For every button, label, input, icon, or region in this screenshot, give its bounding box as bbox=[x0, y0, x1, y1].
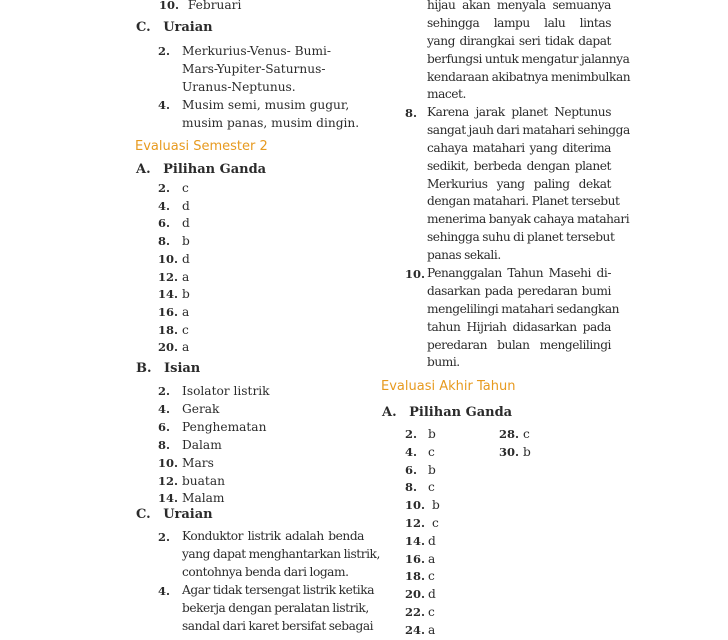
section-letter: C. bbox=[136, 20, 151, 35]
answer-number: 20. bbox=[405, 587, 426, 602]
answer-number: 28. bbox=[499, 427, 520, 441]
answer-row bbox=[405, 444, 440, 462]
answer-value: b bbox=[432, 498, 440, 513]
answer-row bbox=[158, 401, 270, 419]
answer-value: Isolator listrik bbox=[182, 384, 270, 398]
item-line: Penanggalan Tahun Masehi di- bbox=[427, 266, 611, 280]
item-line: bekerja dengan peralatan listrik, bbox=[182, 600, 369, 615]
item-line: sedikit, berbeda dengan planet bbox=[427, 158, 611, 173]
answer-value: Malam bbox=[182, 491, 225, 506]
answer-number: 12. bbox=[158, 473, 179, 488]
item-line: sangat jauh dari matahari sehingga bbox=[427, 122, 630, 137]
answer-number: 8. bbox=[405, 480, 418, 495]
answer-value: c bbox=[428, 604, 435, 619]
answer-row bbox=[158, 215, 190, 233]
answer-value: Penghematan bbox=[182, 419, 267, 434]
answer-list bbox=[158, 180, 190, 357]
answer-value: b bbox=[428, 427, 436, 441]
answer-value: a bbox=[428, 551, 436, 566]
section-letter: A. bbox=[382, 405, 397, 420]
answer-value: c bbox=[428, 569, 435, 584]
continued-paragraph bbox=[427, 0, 631, 104]
answer-number: 18. bbox=[158, 322, 179, 337]
answer-number: 22. bbox=[405, 604, 426, 619]
answer-value: c bbox=[523, 427, 530, 441]
answer-row bbox=[405, 586, 440, 604]
item-line: yang dapat menghantarkan listrik, bbox=[182, 546, 380, 561]
section-heading bbox=[136, 507, 213, 522]
answer-value: Dalam bbox=[182, 437, 222, 452]
answer-value: d bbox=[428, 533, 436, 548]
answer-value: c bbox=[432, 515, 439, 530]
section-letter: B. bbox=[136, 361, 152, 376]
section-letter: C. bbox=[136, 507, 151, 522]
paragraph-line: kendaraan akibatnya menimbulkan bbox=[427, 69, 631, 84]
item-line: Konduktor listrik adalah benda bbox=[182, 529, 364, 543]
answer-number: 10. bbox=[158, 251, 179, 266]
answer-row bbox=[158, 490, 270, 508]
item-line: menerima banyak cahaya matahari bbox=[427, 212, 630, 227]
answer-number: 30. bbox=[499, 444, 520, 459]
answer-row bbox=[405, 622, 440, 640]
answer-number: 18. bbox=[405, 569, 426, 584]
answer-value: a bbox=[182, 304, 190, 319]
answer-value: a bbox=[182, 340, 190, 355]
answer-value: b bbox=[523, 444, 531, 459]
answer-value: d bbox=[428, 587, 436, 602]
answer-row bbox=[405, 533, 440, 551]
evaluation-heading: Evaluasi Akhir Tahun bbox=[381, 379, 516, 394]
item-line: Karena jarak planet Neptunus bbox=[427, 105, 611, 119]
answer-number: 2. bbox=[158, 384, 171, 398]
answer-row bbox=[158, 339, 190, 357]
item-line: Uranus-Neptunus. bbox=[182, 80, 296, 94]
answer-list bbox=[499, 426, 531, 462]
section-title: Uraian bbox=[163, 20, 213, 35]
answer-number: 12. bbox=[405, 515, 426, 530]
evaluation-heading: Evaluasi Semester 2 bbox=[135, 139, 268, 154]
answer-number: 24. bbox=[405, 622, 426, 637]
item-line: musim panas, musim dingin. bbox=[182, 116, 360, 130]
answer-row bbox=[158, 251, 190, 269]
section-heading bbox=[382, 405, 512, 420]
answer-row bbox=[158, 473, 270, 491]
answer-row bbox=[158, 198, 190, 216]
answer-number: 4. bbox=[405, 444, 418, 459]
item-line: dasarkan pada peredaran bumi bbox=[427, 283, 611, 298]
answer-row bbox=[158, 269, 190, 287]
item-line: dengan matahari. Planet tersebut bbox=[427, 194, 620, 209]
answer-row bbox=[158, 180, 190, 198]
answer-number: 16. bbox=[405, 551, 426, 566]
item-line: mengelilingi matahari sedangkan bbox=[427, 301, 620, 316]
item-line: tahun Hijriah didasarkan pada bbox=[427, 319, 611, 334]
paragraph-line: hijau akan menyala semuanya bbox=[427, 0, 611, 12]
answer-row bbox=[405, 604, 440, 622]
answer-row bbox=[158, 322, 190, 340]
answer-number: 14. bbox=[405, 533, 426, 548]
answer-row bbox=[405, 462, 440, 480]
answer-value: b bbox=[428, 462, 436, 477]
answer-row bbox=[405, 568, 440, 586]
answer-number: 4. bbox=[158, 401, 171, 416]
answer-value: c bbox=[182, 322, 189, 337]
answer-value: b bbox=[182, 234, 190, 249]
answer-value: c bbox=[428, 444, 435, 459]
item-line: sandal dari karet bersifat sebagai bbox=[182, 618, 374, 633]
item-line: bumi. bbox=[427, 355, 460, 370]
answer-row bbox=[158, 286, 190, 304]
item-line: panas sekali. bbox=[427, 248, 501, 263]
item-paragraph bbox=[182, 528, 380, 582]
section-heading bbox=[136, 162, 266, 177]
answer-value: c bbox=[182, 181, 189, 195]
section-title: Uraian bbox=[163, 507, 213, 522]
paragraph-line: yang dirangkai seri tidak dapat bbox=[427, 33, 611, 48]
item-number: 10. bbox=[159, 0, 180, 12]
item-line: Merkurius yang paling dekat bbox=[427, 176, 611, 191]
answer-row bbox=[405, 497, 440, 515]
answer-row bbox=[158, 455, 270, 473]
answer-number: 10. bbox=[158, 455, 179, 470]
answer-value: c bbox=[428, 480, 435, 495]
answer-value: a bbox=[182, 269, 190, 284]
answer-value: a bbox=[428, 622, 436, 637]
paragraph-line: berfungsi untuk mengatur jalannya bbox=[427, 51, 630, 66]
item-line: Mars-Yupiter-Saturnus- bbox=[182, 62, 326, 76]
answer-number: 20. bbox=[158, 340, 179, 355]
section-title: Pilihan Ganda bbox=[163, 162, 267, 177]
answer-number: 8. bbox=[158, 234, 171, 249]
paragraph-line: sehingga lampu lalu lintas bbox=[427, 15, 611, 30]
answer-value: Gerak bbox=[182, 401, 220, 416]
answer-number: 16. bbox=[158, 304, 179, 319]
item-number: 8. bbox=[405, 106, 418, 120]
answer-row bbox=[158, 437, 270, 455]
answer-number: 6. bbox=[158, 419, 171, 434]
item-line: Agar tidak tersengat listrik ketika bbox=[182, 583, 375, 597]
item-paragraph bbox=[427, 265, 620, 372]
answer-list bbox=[405, 426, 440, 640]
section-heading bbox=[136, 361, 200, 376]
item-line: Musim semi, musim gugur, bbox=[182, 98, 350, 112]
top-list-item bbox=[159, 0, 241, 12]
item-number: 10. bbox=[405, 267, 426, 281]
item-number: 4. bbox=[158, 584, 171, 598]
answer-number: 6. bbox=[405, 462, 418, 477]
answer-number: 14. bbox=[158, 491, 179, 506]
answer-row bbox=[499, 444, 531, 462]
answer-row bbox=[158, 304, 190, 322]
item-text: Februari bbox=[187, 0, 242, 12]
answer-value: d bbox=[182, 216, 190, 231]
item-line: peredaran bulan mengelilingi bbox=[427, 337, 611, 352]
answer-number: 8. bbox=[158, 437, 171, 452]
section-heading bbox=[136, 20, 213, 35]
section-title: Isian bbox=[164, 361, 201, 376]
section-letter: A. bbox=[136, 162, 151, 177]
answer-row bbox=[405, 551, 440, 569]
paragraph-line: macet. bbox=[427, 87, 466, 102]
answer-number: 10. bbox=[405, 498, 426, 513]
answer-number: 2. bbox=[405, 427, 418, 441]
item-number: 4. bbox=[158, 98, 171, 112]
item-number: 2. bbox=[158, 530, 171, 544]
answer-number: 4. bbox=[158, 198, 171, 213]
answer-number: 12. bbox=[158, 269, 179, 284]
answer-row bbox=[158, 383, 270, 401]
answer-value: Mars bbox=[182, 455, 214, 470]
answer-number: 2. bbox=[158, 181, 171, 195]
answer-row bbox=[405, 515, 440, 533]
answer-row bbox=[499, 426, 531, 444]
item-paragraph bbox=[427, 104, 630, 265]
item-paragraph bbox=[182, 582, 375, 636]
answer-value: buatan bbox=[182, 473, 225, 488]
item-line: Merkurius-Venus- Bumi- bbox=[182, 44, 332, 58]
answer-list bbox=[158, 383, 270, 508]
section-title: Pilihan Ganda bbox=[409, 405, 513, 420]
answer-value: d bbox=[182, 198, 190, 213]
answer-value: b bbox=[182, 287, 190, 302]
answer-row bbox=[158, 419, 270, 437]
answer-number: 6. bbox=[158, 216, 171, 231]
item-line: sehingga suhu di planet tersebut bbox=[427, 230, 615, 245]
answer-value: d bbox=[182, 251, 190, 266]
item-line: cahaya matahari yang diterima bbox=[427, 140, 611, 155]
answer-row bbox=[405, 479, 440, 497]
answer-number: 14. bbox=[158, 287, 179, 302]
item-line: contohnya benda dari logam. bbox=[182, 564, 349, 579]
item-number: 2. bbox=[158, 44, 171, 58]
answer-row bbox=[158, 233, 190, 251]
answer-row bbox=[405, 426, 440, 444]
